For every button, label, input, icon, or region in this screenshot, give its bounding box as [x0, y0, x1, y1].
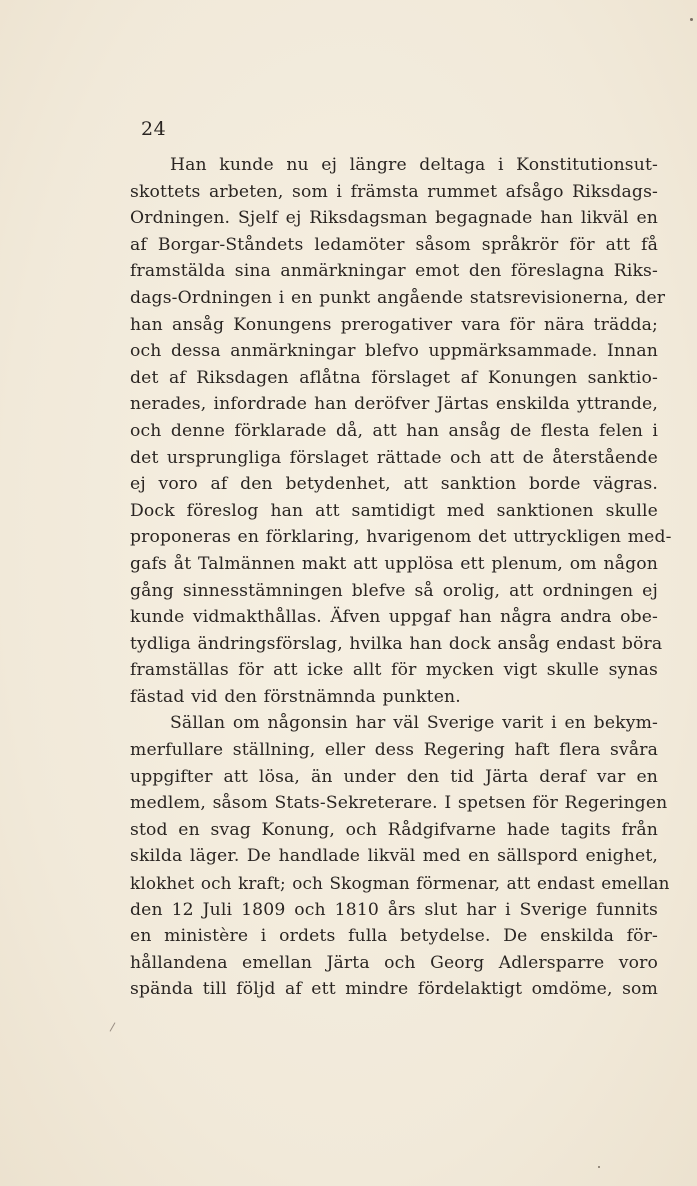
text-line: tydliga ändringsförslag, hvilka han dock ansåg endast böra: [130, 633, 663, 654]
text-line: det af Riksdagen aflåtna förslaget af Konungen sanktio-: [130, 367, 658, 388]
text-line: kunde vidmakthållas. Äfven uppgaf han några andra obe-: [130, 607, 658, 628]
body-text: [130, 152, 672, 1003]
text-line: Ordningen. Sjelf ej Riksdagsman begagnade han likväl en: [130, 208, 658, 229]
text-line: en ministère i ordets fulla betydelse. De enskilda för-: [130, 926, 658, 947]
paper-speck: [690, 18, 693, 21]
text-line: Sällan om någonsin har väl Sverige varit i en bekym-: [170, 713, 658, 734]
text-line: proponeras en förklaring, hvarigenom det uttryckligen med-: [130, 527, 672, 548]
text-line: dags-Ordningen i en punkt angående statsrevisionerna, der: [130, 287, 666, 308]
page-number: 24: [141, 118, 167, 140]
text-line: skottets arbeten, som i främsta rummet afsågo Riksdags-: [130, 181, 658, 202]
text-line: han ansåg Konungens prerogativer vara för nära trädda;: [130, 314, 658, 335]
text-line: och denne förklarade då, att han ansåg de flesta felen i: [130, 420, 658, 441]
text-line: klokhet och kraft; och Skogman förmenar, att endast emellan: [130, 873, 670, 894]
text-line: uppgifter att lösa, än under den tid Järta deraf var en: [130, 766, 658, 787]
margin-mark: [110, 1022, 116, 1031]
text-line: och dessa anmärkningar blefvo uppmärksammade. Innan: [130, 341, 658, 362]
text-line: fästad vid den förstnämnda punkten.: [130, 686, 461, 707]
text-line: ej voro af den betydenhet, att sanktion borde vägras.: [130, 474, 658, 495]
text-line: nerades, infordrade han deröfver Järtas enskilda yttrande,: [130, 394, 658, 415]
text-line: Han kunde nu ej längre deltaga i Konstitutionsut-: [170, 155, 658, 175]
text-line: af Borgar-Ståndets ledamöter såsom språkrör för att få: [130, 234, 658, 255]
text-line: det ursprungliga förslaget rättade och att de återstående: [130, 447, 658, 468]
paper-speck: [598, 1166, 600, 1168]
text-line: stod en svag Konung, och Rådgifvarne hade tagits från: [130, 819, 658, 840]
text-line: framställas för att icke allt för mycken vigt skulle synas: [130, 660, 658, 681]
text-line: merfullare ställning, eller dess Regering haft flera svåra: [130, 740, 658, 761]
text-line: framstälda sina anmärkningar emot den föreslagna Riks-: [130, 261, 658, 282]
text-line: medlem, såsom Stats-Sekreterare. I spetsen för Regeringen: [130, 793, 668, 814]
text-line: gång sinnesstämningen blefve så orolig, att ordningen ej: [130, 580, 658, 601]
text-line: hållandena emellan Järta och Georg Adlersparre voro: [130, 952, 658, 973]
text-line: Dock föreslog han att samtidigt med sanktionen skulle: [130, 500, 658, 521]
text-line: spända till följd af ett mindre fördelaktigt omdöme, som: [130, 979, 658, 1000]
text-line: gafs åt Talmännen makt att upplösa ett plenum, om någon: [130, 553, 658, 574]
text-line: den 12 Juli 1809 och 1810 års slut har i Sverige funnits: [130, 899, 658, 920]
text-line: skilda läger. De handlade likväl med en sällspord enighet,: [130, 846, 658, 867]
